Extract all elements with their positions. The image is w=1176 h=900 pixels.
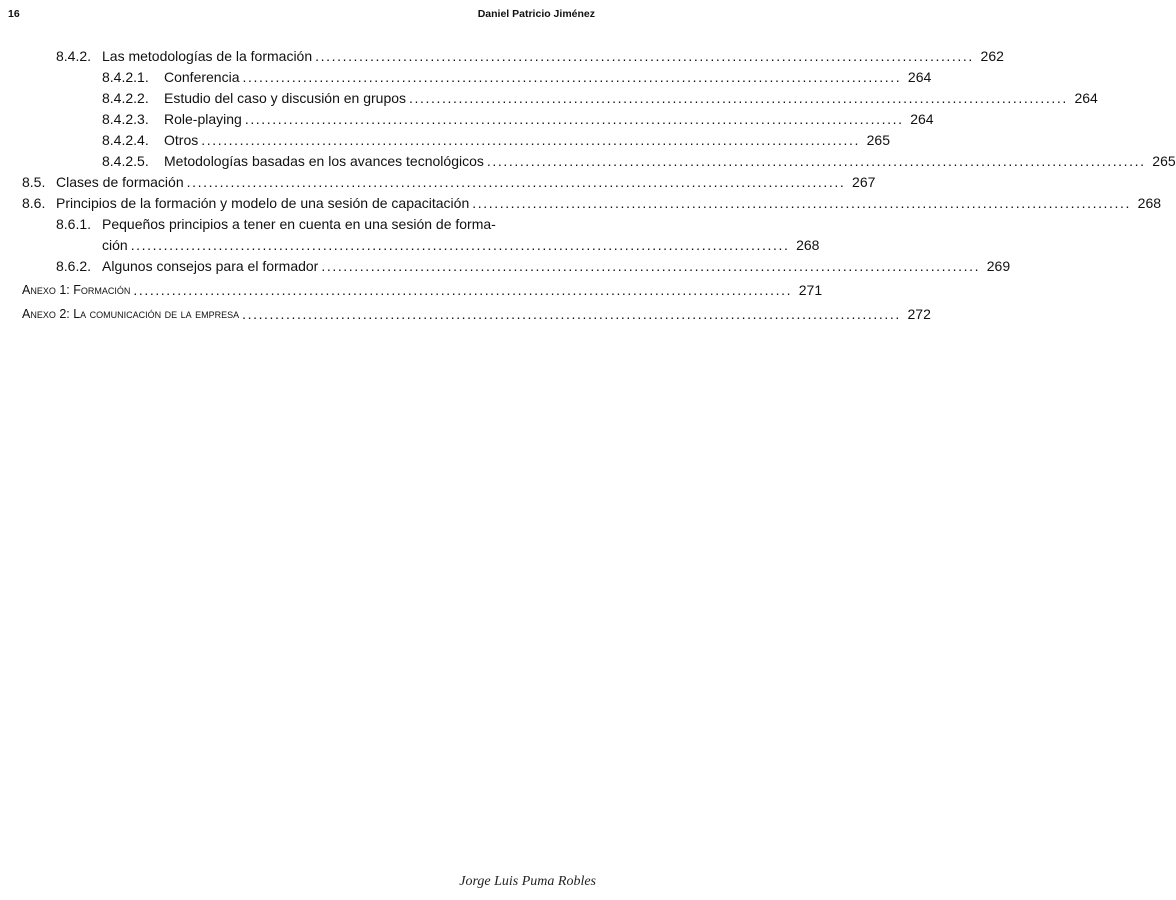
scanner-signature: Jorge Luis Puma Robles [459,874,596,889]
toc-entry [22,256,1011,277]
toc-entry-number: 8.4.2.5. [102,153,149,169]
toc-entry-title: Metodologías basadas en los avances tecnológicos [164,153,484,169]
toc-entry-page: 265 [866,132,890,148]
toc-leader-dots: ........................................................................................................................ [409,90,1068,106]
toc-entry-title: Otros [164,132,199,148]
toc-leader-dots: ........................................................................................................................ [321,258,981,274]
toc-leader-dots: ........................................................................................................................ [472,195,1132,211]
toc-entry-annex [22,304,931,325]
toc-leader-dots: ........................................................................................................................ [242,306,901,322]
toc-entry-title: Conferencia [164,69,240,85]
toc-entry [22,88,1098,109]
toc-leader-dots: ........................................................................................................................ [186,174,846,190]
toc-entry-page: 264 [910,111,934,127]
toc-entry-number: 8.4.2.1. [102,69,149,85]
toc-entry-title: Las metodologías de la formación [102,48,313,64]
toc-entry-page: 264 [1074,90,1098,106]
toc-entry-number: 8.4.2. [56,48,92,64]
toc-entry-title: Principios de la formación y modelo de una sesión de capacitación [56,195,470,211]
toc-entry-page: 272 [907,306,931,322]
toc-entry-page: 265 [1152,153,1176,169]
toc-entry [22,46,1004,67]
toc-leader-dots: ........................................................................................................................ [242,69,902,85]
toc-entry-page: 269 [986,258,1011,274]
toc-entry-number: 8.4.2.4. [102,132,149,148]
toc-entry-title: Role-playing [164,111,242,127]
toc-entry-number: 8.5. [22,174,46,190]
toc-entry-title: Algunos consejos para el formador [102,258,319,274]
page-number: 16 [8,8,20,20]
toc-entry-number: 8.4.2.2. [102,90,149,106]
toc-entry-number: 8.6.2. [56,258,92,274]
toc-entry-number: 8.6. [22,195,46,211]
table-of-contents [22,46,1176,325]
toc-entry-page: 262 [980,48,1004,64]
toc-entry [22,214,584,235]
toc-entry-title-continuation: ción [102,237,128,253]
toc-leader-dots: ........................................................................................................................ [130,237,790,253]
toc-entry-title: Pequeños principios a tener en cuenta en una sesión de forma- [102,216,496,232]
toc-entry-title: Estudio del caso y discusión en grupos [164,90,407,106]
toc-entry [22,151,1176,172]
running-head-author: Daniel Patricio Jiménez [477,8,595,20]
toc-entry-continuation [22,235,820,256]
toc-leader-dots: ........................................................................................................................ [201,132,860,148]
page-header [0,8,600,28]
toc-entry-page: 268 [796,237,820,253]
toc-entry-page: 268 [1137,195,1162,211]
toc-entry-title: Clases de formación [56,174,184,190]
toc-entry [22,67,932,88]
toc-entry-title: Anexo 2: La comunicación de la empresa [22,307,240,321]
toc-leader-dots: ........................................................................................................................ [133,282,793,298]
toc-entry-page: 264 [907,69,932,85]
toc-entry-number: 8.6.1. [56,216,92,232]
toc-leader-dots: ........................................................................................................................ [315,48,974,64]
toc-entry [22,109,934,130]
toc-entry [22,130,890,151]
toc-leader-dots: ........................................................................................................................ [486,153,1146,169]
toc-entry-title: Anexo 1: Formación [22,283,131,297]
toc-entry-page: 271 [798,282,823,298]
toc-entry-number: 8.4.2.3. [102,111,149,127]
toc-entry-page: 267 [852,174,876,190]
toc-entry-annex [22,280,823,301]
toc-leader-dots: ........................................................................................................................ [244,111,904,127]
toc-entry [22,193,1162,214]
toc-entry [22,172,876,193]
